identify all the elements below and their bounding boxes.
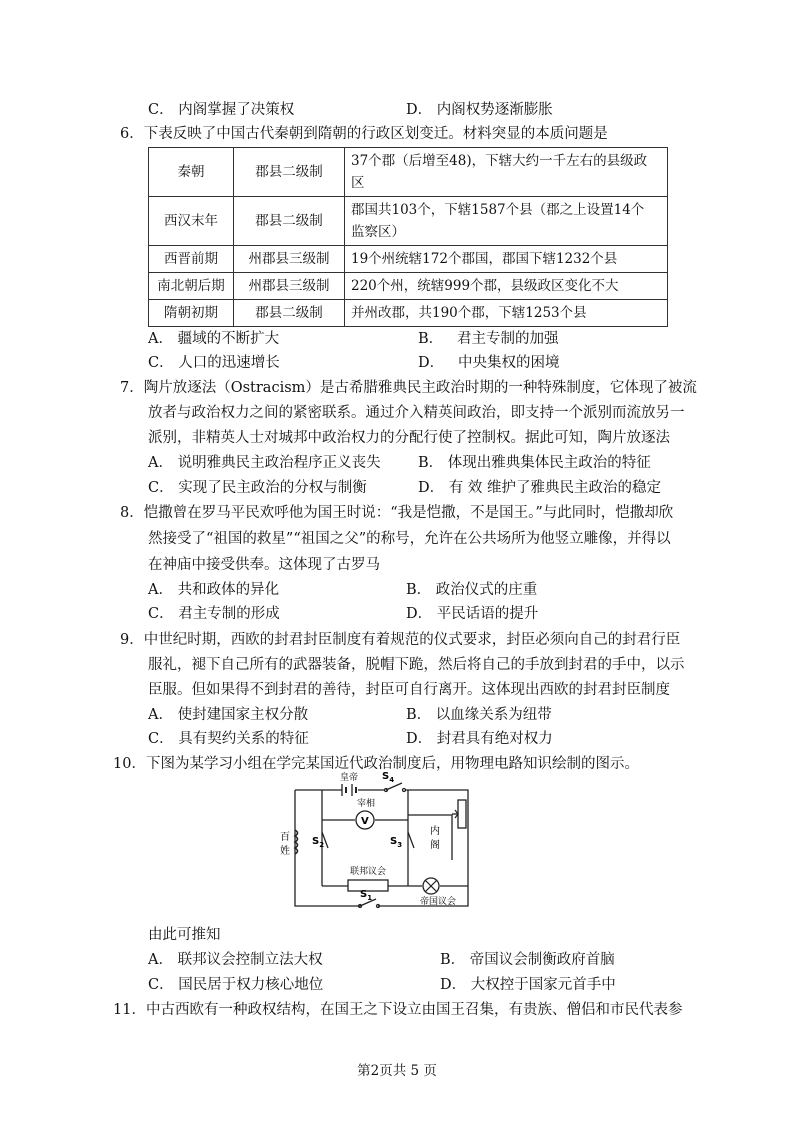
table-cell-system: 郡县二级制 xyxy=(234,197,345,246)
q6-option-a: A． 疆域的不断扩大 xyxy=(148,331,280,347)
lamp-icon xyxy=(423,878,439,894)
desc-line: 37个郡（后增至48)，下辖大约一千左右的县级政 xyxy=(351,153,648,169)
table-cell-desc xyxy=(345,148,668,197)
q7-option-c: C． 实现了民主政治的分权与制衡 xyxy=(148,480,367,496)
q9-option-a: A． 使封建国家主权分散 xyxy=(148,707,309,723)
table-cell-desc xyxy=(345,197,668,246)
q10-option-a: A． 联邦议会控制立法大权 xyxy=(148,952,323,968)
label-s3: $S_3$ xyxy=(390,836,403,849)
q5-option-d: D． 内阁权势逐渐膨胀 xyxy=(406,102,553,118)
label-people-1: 百 xyxy=(280,832,290,843)
q6-option-b: B． 君主专制的加强 xyxy=(418,331,559,347)
table-cell-period: 秦朝 xyxy=(149,148,234,197)
label-s4: $S_4$ xyxy=(382,771,395,784)
switch-s3-icon xyxy=(408,832,414,848)
table-row xyxy=(149,273,668,300)
q8-stem-line-1: 8．恺撒曾在罗马平民欢呼他为国王时说：“我是恺撒，不是国王。”与此同时，恺撒却欣 xyxy=(120,505,674,521)
table-row xyxy=(149,246,668,273)
table-cell-system: 郡县二级制 xyxy=(234,300,345,327)
page-footer: 第2页共 5 页 xyxy=(357,1063,437,1079)
q7-option-a: A． 说明雅典民主政治程序正义丧失 xyxy=(148,455,381,471)
wire xyxy=(408,815,452,860)
rheostat-icon xyxy=(452,800,466,828)
q10-option-c: C． 国民居于权力核心地位 xyxy=(148,977,324,993)
table-cell-desc: 220个州，统辖999个郡，县级政区变化不大 xyxy=(345,273,668,300)
q9-option-c: C． 具有契约关系的特征 xyxy=(148,731,309,747)
desc-line: 郡国共103个，下辖1587个县（郡之上设置14个 xyxy=(351,202,645,218)
q6-option-d: D． 中央集权的困境 xyxy=(418,355,560,371)
q9-stem-line-3: 臣服。但如果得不到封君的善待，封臣可自行离开。这体现出西欧的封君封臣制度 xyxy=(148,682,670,698)
q10-stem: 10．下图为某学习小组在学完某国近代政治制度后，用物理电路知识绘制的图示。 xyxy=(113,756,639,772)
q6-option-c: C． 人口的迅速增长 xyxy=(148,355,280,371)
label-people-2: 姓 xyxy=(280,846,290,857)
q8-option-a: A． 共和政体的异化 xyxy=(148,582,280,598)
desc-line: 区 xyxy=(351,175,365,191)
table-cell-period: 西晋前期 xyxy=(149,246,234,273)
desc-line: 监察区） xyxy=(351,224,405,240)
table-cell-desc: 并州改郡，共190个郡，下辖1253个县 xyxy=(345,300,668,327)
table-cell-period: 西汉末年 xyxy=(149,197,234,246)
q8-stem-line-2: 然接受了“祖国的救星”“祖国之父”的称号，允许在公共场所为他竖立雕像，并得以 xyxy=(148,531,671,547)
q8-option-b: B． 政治仪式的庄重 xyxy=(406,582,538,598)
q9-option-d: D． 封君具有绝对权力 xyxy=(406,731,553,747)
label-chancellor: 宰相 xyxy=(357,799,376,809)
table-cell-system: 州郡县三级制 xyxy=(234,273,345,300)
q6-stem: 6．下表反映了中国古代秦朝到隋朝的行政区划变迁。材料突显的本质问题是 xyxy=(120,126,608,142)
q9-stem-line-1: 9．中世纪时期，西欧的封君封臣制度有着规范的仪式要求，封臣必须向自己的封君行臣 xyxy=(120,632,681,648)
table-cell-period: 南北朝后期 xyxy=(149,273,234,300)
q7-stem-line-2: 放者与政治权力之间的紧密联系。通过介入精英间政治，即支持一个派别而流放另一 xyxy=(148,405,685,421)
label-cabinet-2: 阁 xyxy=(430,840,440,851)
q8-option-c: C． 君主专制的形成 xyxy=(148,606,280,622)
resistor-federal-icon xyxy=(348,880,388,891)
q11-stem-line-1: 11．中古西欧有一种政权结构，在国王之下设立由国王召集，有贵族、僧侣和市民代表参 xyxy=(113,1002,683,1018)
q9-stem-line-2: 服礼，褪下自己所有的武器装备，脱帽下跪，然后将自己的手放到封君的手中，以示 xyxy=(148,657,685,673)
table-cell-system: 郡县二级制 xyxy=(234,148,345,197)
q10-option-d: D． 大权控于国家元首手中 xyxy=(440,977,616,993)
label-federal-parliament: 联邦议会 xyxy=(350,867,387,877)
table-cell-system: 州郡县三级制 xyxy=(234,246,345,273)
q10-infer: 由此可推知 xyxy=(148,927,221,943)
label-voltmeter: V xyxy=(361,816,369,827)
q10-circuit-diagram xyxy=(280,770,490,920)
table-row xyxy=(149,148,668,197)
label-cabinet-1: 内 xyxy=(430,826,440,837)
q7-stem-line-1: 7．陶片放逐法（Ostracism）是古希腊雅典民主政治时期的一种特殊制度，它体现了被流 xyxy=(120,380,697,396)
q6-admin-table xyxy=(148,147,668,327)
q10-option-b: B． 帝国议会制衡政府首脑 xyxy=(440,952,615,968)
q9-option-b: B． 以血缘关系为纽带 xyxy=(406,707,552,723)
label-imperial-parliament: 帝国议会 xyxy=(420,897,457,907)
battery-icon xyxy=(342,784,356,796)
q7-stem-line-3: 派别，非精英人士对城邦中政治权力的分配行使了控制权。据此可知，陶片放逐法 xyxy=(148,430,670,446)
switch-s4-icon xyxy=(385,783,406,792)
table-row xyxy=(149,300,668,327)
q7-option-d: D． 有 效 维护了雅典民主政治的稳定 xyxy=(418,480,661,496)
q7-option-b: B． 体现出雅典集体民主政治的特征 xyxy=(418,455,651,471)
label-s2: $S_2$ xyxy=(312,836,325,849)
label-s1: $S_1$ xyxy=(360,889,373,902)
table-cell-desc: 19个州统辖172个郡国，郡国下辖1232个县 xyxy=(345,246,668,273)
label-emperor: 皇帝 xyxy=(340,773,359,783)
table-row xyxy=(149,197,668,246)
table-cell-period: 隋朝初期 xyxy=(149,300,234,327)
q8-stem-line-3: 在神庙中接受供奉。这体现了古罗马 xyxy=(148,557,380,573)
q8-option-d: D． 平民话语的提升 xyxy=(406,606,539,622)
q5-option-c: C． 内阁掌握了决策权 xyxy=(148,102,295,118)
